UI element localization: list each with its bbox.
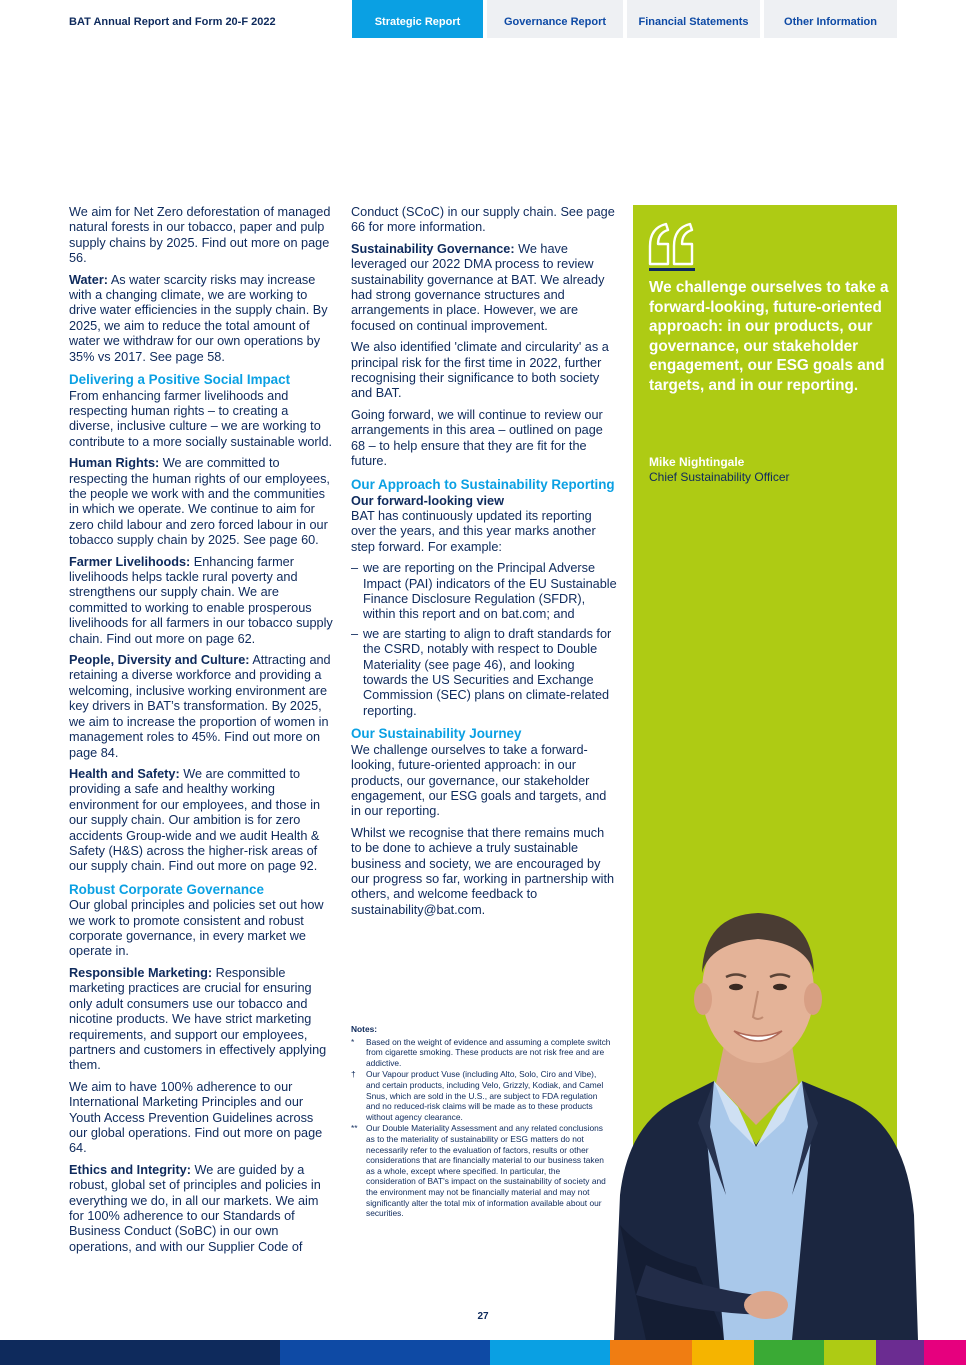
footnote-text: Our Vapour product Vuse (including Alto, Solo, Ciro and Vibe), and certain products, including Velo, Grizzly, Kodiak, and Camel Snus, which are sold in the U.S., are subject to FDA regulation and no reduced-risk claims will be made as to these products without agency clearance. xyxy=(366,1069,604,1122)
reporting-bullet-list xyxy=(351,561,617,719)
water-label: Water: xyxy=(69,272,109,287)
responsible-marketing-text: Responsible marketing practices are crucial for ensuring only adult consumers use our tobacco and nicotine products. We have strict marketing requirements, and support our employees, partners and customers in effectively applying them. xyxy=(69,965,327,1073)
page-number: 27 xyxy=(477,1311,489,1322)
sustainability-governance-label: Sustainability Governance: xyxy=(351,241,515,256)
health-safety-text: We are committed to providing a safe and healthy working environment for our employees, and those in our supply chain. Our ambition is for zero accidents Group-wide and we audit Health & Safety (H&S) across the higher-risk areas of our supply chain. Find out more on page 92. xyxy=(69,766,321,874)
quote-divider xyxy=(649,268,695,271)
ethics-integrity-label: Ethics and Integrity: xyxy=(69,1162,191,1177)
sustainability-governance-paragraph xyxy=(351,242,617,334)
corporate-governance-heading: Robust Corporate Governance xyxy=(69,881,264,897)
sustainability-journey-heading: Our Sustainability Journey xyxy=(351,726,522,742)
column-left xyxy=(69,205,335,1261)
notes-heading: Notes: xyxy=(351,1024,378,1034)
farmer-livelihoods-label: Farmer Livelihoods: xyxy=(69,554,191,569)
tab-other-information[interactable]: Other Information xyxy=(764,0,897,38)
footnote-dagger xyxy=(351,1069,611,1122)
responsible-marketing-paragraph xyxy=(69,966,335,1074)
deforestation-paragraph: We aim for Net Zero deforestation of managed natural forests in our tobacco, paper and pulp supply chains by 2025. Find out more on page 56. xyxy=(69,205,331,266)
health-safety-label: Health and Safety: xyxy=(69,766,180,781)
scoc-continuation-paragraph: Conduct (SCoC) in our supply chain. See page 66 for more information. xyxy=(351,205,615,235)
footnote-marker: * xyxy=(351,1036,355,1047)
column-middle xyxy=(351,205,617,924)
footnote-marker: ** xyxy=(351,1123,358,1134)
list-item: – we are reporting on the Principal Adverse Impact (PAI) indicators of the EU Sustainable Finance Disclosure Regulation (SFDR), within this report and on bat.com; and xyxy=(351,561,617,623)
footnote-double-asterisk xyxy=(351,1123,611,1218)
social-impact-heading: Delivering a Positive Social Impact xyxy=(69,372,291,388)
footer-color-stripe xyxy=(0,1340,966,1365)
tab-governance-report[interactable]: Governance Report xyxy=(487,0,623,38)
stripe-segment xyxy=(754,1340,824,1365)
people-diversity-paragraph xyxy=(69,653,335,761)
corporate-governance-paragraph: Our global principles and policies set out how we work to promote consistent and robust corporate governance, in every market we operate in. xyxy=(69,898,324,959)
tab-financial-statements[interactable]: Financial Statements xyxy=(627,0,760,38)
forward-looking-subheading: Our forward-looking view xyxy=(351,494,504,508)
farmer-livelihoods-text: Enhancing farmer livelihoods helps tackle rural poverty and strengthens our supply chain. We are committed to working to enable prosperous livelihoods for all farmers in our tobacco supply chain. Find out more on page 62. xyxy=(69,554,333,646)
report-title: BAT Annual Report and Form 20-F 2022 xyxy=(69,16,276,28)
climate-circularity-paragraph: We also identified 'climate and circularity' as a principal risk for the first time in 2022, further recognising their significance to both society and BAT. xyxy=(351,340,609,401)
social-impact-paragraph: From enhancing farmer livelihoods and respecting human rights – to creating a diverse, inclusive culture – we are working to contribute to a more socially sustainable world. xyxy=(69,388,333,449)
feedback-paragraph: Whilst we recognise that there remains much to be done to achieve a truly sustainable business and society, we are encouraged by our progress so far, working in partnership with others, and welcome feedback to sustainability@bat.com. xyxy=(351,825,615,917)
people-diversity-text: Attracting and retaining a diverse workforce and providing a welcoming, inclusive working environment are key drivers in BAT’s transformation. By 2025, we aim to increase the proportion of women in management roles to 45%. Find out more on page 84. xyxy=(69,653,331,760)
sustainability-journey-paragraph: We challenge ourselves to take a forward-looking, future-oriented approach: in our products, our governance, our stakeholder engagement, our ESG goals and targets, and in our reporting. xyxy=(351,742,607,819)
marketing-principles-paragraph: We aim to have 100% adherence to our International Marketing Principles and our Youth Access Prevention Guidelines across our global operations. Find out more on page 64. xyxy=(69,1079,323,1156)
footnote-text: Our Double Materiality Assessment and any related conclusions as to the materiality of sustainability or ESG matters do not necessarily refer to the evaluation of factors, results or other considerations that are financially material to our business taken as a whole, except where specified. In particular, the consideration of BAT's impact on the sustainability of society and the environment may not be financially material and may not significantly alter the total mix of information available about our securities. xyxy=(366,1123,606,1219)
footnote-marker: † xyxy=(351,1069,356,1080)
stripe-segment xyxy=(280,1340,490,1365)
list-item: – we are starting to align to draft standards for the CSRD, notably with respect to Double Materiality (see page 46), and looking towards the US Securities and Exchange Commission (SEC) plans on climate-related reporting. xyxy=(351,627,617,719)
human-rights-label: Human Rights: xyxy=(69,456,160,471)
quote-mark-icon xyxy=(648,222,696,266)
human-rights-text: We are committed to respecting the human rights of our employees, the people we work with and the communities in which we operate. We continue to aim for zero child labour and zero forced labour in our tobacco supply chain by 2025. See page 60. xyxy=(69,456,330,548)
responsible-marketing-label: Responsible Marketing: xyxy=(69,965,213,980)
ethics-integrity-text: We are guided by a robust, global set of principles and policies in everything we do, in all our markets. We aim for 100% adherence to our Standards of Business Conduct (SoBC) in our own operations, and with our Supplier Code of xyxy=(69,1162,321,1254)
ethics-integrity-paragraph xyxy=(69,1163,335,1255)
stripe-segment xyxy=(0,1340,280,1365)
quote-author-role: Chief Sustainability Officer xyxy=(649,470,790,484)
forward-looking-paragraph: BAT has continuously updated its reporting over the years, and this year marks another step forward. For example: xyxy=(351,509,596,554)
water-paragraph xyxy=(69,273,335,365)
water-text: As water scarcity risks may increase with a changing climate, we are working to drive water efficiencies in the supply chain. By 2025, we aim to reduce the total amount of water we withdraw for our own operations by 35% vs 2017. See page 58. xyxy=(69,272,328,364)
stripe-segment xyxy=(490,1340,610,1365)
stripe-segment xyxy=(692,1340,754,1365)
tab-strategic-report[interactable]: Strategic Report xyxy=(352,0,483,38)
footnote-asterisk xyxy=(351,1037,611,1069)
stripe-segment xyxy=(610,1340,692,1365)
pull-quote: We challenge ourselves to take a forward-looking, future-oriented approach: in our products, our governance, our stakeholder engagement, our ESG goals and targets, and in our reporting. xyxy=(649,279,889,394)
reporting-approach-heading: Our Approach to Sustainability Reporting xyxy=(351,476,615,492)
sustainability-governance-text: We have leveraged our 2022 DMA process to review sustainability governance at BAT. We already had strong governance structures and arrangements in place. However, we are focused on continual improvement. xyxy=(351,241,605,333)
people-diversity-label: People, Diversity and Culture: xyxy=(69,653,250,668)
going-forward-paragraph: Going forward, we will continue to review our arrangements in this area – outlined on page 68 – to help ensure that they are fit for the future. xyxy=(351,407,603,469)
stripe-segment xyxy=(924,1340,966,1365)
farmer-livelihoods-paragraph xyxy=(69,555,335,647)
stripe-segment xyxy=(824,1340,876,1365)
footnote-text: Based on the weight of evidence and assuming a complete switch from cigarette smoking. These products are not risk free and are addictive. xyxy=(366,1036,611,1068)
quote-author-name: Mike Nightingale xyxy=(649,455,745,469)
human-rights-paragraph xyxy=(69,456,335,548)
footnotes xyxy=(351,1024,611,1220)
portrait-photo xyxy=(606,895,922,1340)
stripe-segment xyxy=(876,1340,924,1365)
health-safety-paragraph xyxy=(69,767,335,875)
